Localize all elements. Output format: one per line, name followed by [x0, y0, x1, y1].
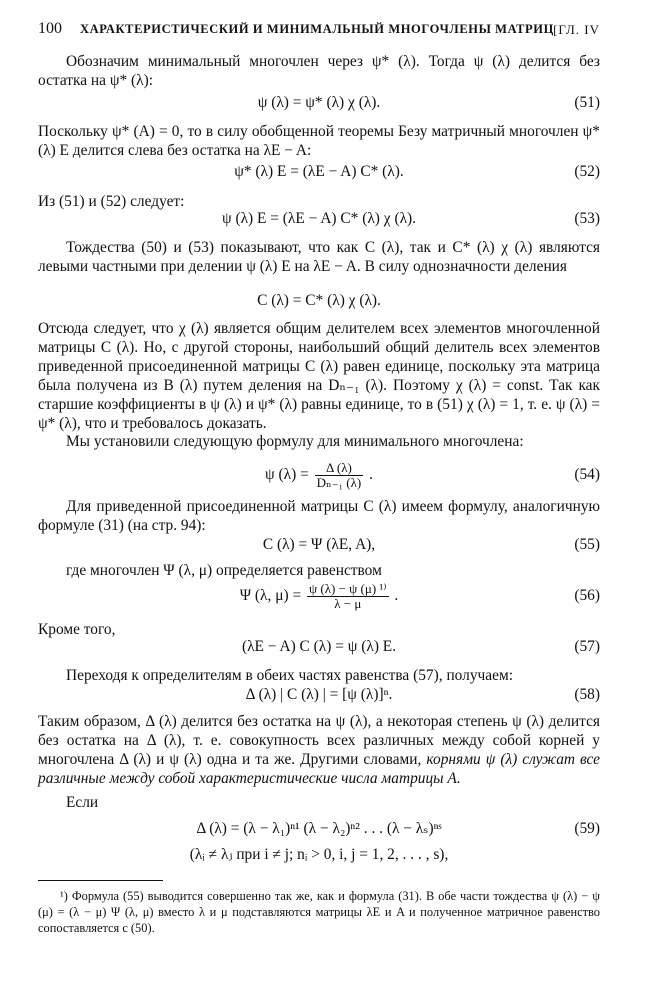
equation-formula: C (λ) = Ψ (λE, A), — [262, 536, 376, 553]
paragraph-4: Тождества (50) и (53) показывают, что как C (λ), так и C* (λ) χ (λ) являются левыми частными при делении ψ (λ) E на λE − A. В силу однозначности деления — [38, 239, 600, 275]
equation-52 — [38, 161, 600, 183]
equation-unnumbered — [38, 290, 600, 312]
paragraph-1: Обозначим минимальный многочлен через ψ* (λ). Тогда ψ (λ) делится без остатка на ψ* (λ): — [38, 53, 600, 89]
paragraph-7: Для приведенной присоединенной матрицы C (λ) имеем формулу, аналогичную формуле (31) (на стр. 94): — [38, 498, 600, 534]
equation-formula: (λᵢ ≠ λⱼ при i ≠ j; nᵢ > 0, i, j = 1, 2, . . . , s), — [189, 846, 449, 863]
equation-formula: (λE − A) C (λ) = ψ (λ) E. — [241, 638, 397, 655]
equation-number: (52) — [574, 163, 600, 180]
footnote-text: Формула (55) выводится совершенно так же, как и формула (31). В обе части тождества ψ (λ) − ψ (μ) = (λ − μ) Ψ (λ, μ) вместо λ и μ подставляются матрицы λE и A и полученное матричное равенство сопоставляется с (50). — [38, 889, 600, 935]
equation-54 — [38, 459, 600, 491]
equation-number: (55) — [574, 536, 600, 553]
equation-lhs: Ψ (λ, μ) = — [239, 587, 302, 604]
paragraph-8: где многочлен Ψ (λ, μ) определяется равенством — [66, 562, 382, 579]
equation-formula: ψ (λ) = ψ* (λ) χ (λ). — [257, 94, 381, 111]
equation-number: (58) — [574, 686, 600, 703]
equation-55 — [38, 534, 600, 556]
fraction — [307, 582, 389, 611]
equation-number: (57) — [574, 638, 600, 655]
equation-53 — [38, 208, 600, 230]
paragraph-3: Из (51) и (52) следует: — [38, 193, 185, 210]
paragraph-2: Поскольку ψ* (A) = 0, то в силу обобщенной теоремы Безу матричный многочлен ψ* (λ) E делится слева без остатка на λE − A: — [38, 123, 600, 159]
equation-formula: ψ (λ) E = (λE − A) C* (λ) χ (λ). — [221, 210, 417, 227]
equation-number: (54) — [574, 466, 600, 483]
paragraph-6: Мы установили следующую формулу для минимального многочлена: — [66, 433, 524, 450]
equation-tail: . — [394, 587, 399, 604]
fraction — [315, 461, 364, 490]
footnote — [38, 888, 600, 936]
paragraph-12: Если — [66, 794, 99, 811]
equation-lhs: ψ (λ) = — [265, 466, 309, 483]
paragraph-11-text: Таким образом, Δ (λ) делится без остатка на ψ (λ), а некоторая степень ψ (λ) делится без остатка на Δ (λ), т. е. совокупность всех различных между собой корней у многочлена Δ (λ) и ψ (λ) одна и та же. Другими словами, — [38, 713, 600, 768]
equation-number: (51) — [574, 94, 600, 111]
equation-formula — [38, 459, 600, 491]
fraction-numerator: ψ (λ) − ψ (μ) ¹⁾ — [308, 580, 387, 596]
footnote-divider — [38, 880, 163, 881]
equation-tail: . — [369, 466, 373, 483]
equation-58 — [38, 684, 600, 706]
paragraph-9: Кроме того, — [38, 621, 116, 638]
fraction-numerator: Δ (λ) — [315, 461, 364, 476]
chapter-label: [ГЛ. IV — [553, 22, 600, 37]
fraction-denominator: λ − μ — [334, 595, 362, 611]
paragraph-10: Переходя к определителям в обеих частях равенства (57), получаем: — [66, 667, 513, 684]
equation-57 — [38, 636, 600, 658]
equation-51 — [38, 92, 600, 114]
running-title: ХАРАКТЕРИСТИЧЕСКИЙ И МИНИМАЛЬНЫЙ МНОГОЧЛЕНЫ МАТРИЦ — [80, 22, 554, 36]
equation-56 — [38, 580, 600, 612]
paragraph-11-emphasis: корнями ψ (λ) служат все различные между собой характеристические числа матрицы A. — [38, 751, 600, 787]
equation-number: (53) — [574, 210, 600, 227]
equation-59-conditions — [38, 844, 600, 866]
paragraph-5: Отсюда следует, что χ (λ) является общим делителем всех элементов многочленной матрицы C (λ). Но, с другой стороны, наибольший общий делитель всех элементов приведенной присоединенной матрицы C (λ) равен единице, поскольку эта матрица была получена из B (λ) путем деления на Dₙ₋₁ (λ). Поэтому χ (λ) = const. Так как старшие коэффициенты в ψ (λ) и ψ* (λ) равны единице, то в (51) χ (λ) = 1, т. е. ψ (λ) = ψ* (λ), что и требовалось доказать. — [38, 320, 600, 432]
equation-number: (59) — [574, 820, 600, 837]
paragraph-11 — [38, 712, 600, 788]
fraction-denominator: Dₙ₋₁ (λ) — [316, 474, 362, 490]
equation-formula: Δ (λ) = (λ − λ₁)ⁿ¹ (λ − λ₂)ⁿ² . . . (λ − λₛ)ⁿˢ — [196, 820, 442, 837]
footnote-marker: ¹) — [60, 889, 68, 903]
equation-formula: ψ* (λ) E = (λE − A) C* (λ). — [234, 163, 404, 180]
equation-formula: Δ (λ) | C (λ) | = [ψ (λ)]ⁿ. — [245, 686, 393, 703]
equation-formula — [38, 580, 600, 612]
equation-formula: C (λ) = C* (λ) χ (λ). — [257, 292, 381, 309]
page-number: 100 — [38, 20, 62, 37]
equation-59 — [38, 818, 600, 840]
equation-number: (56) — [574, 587, 600, 604]
